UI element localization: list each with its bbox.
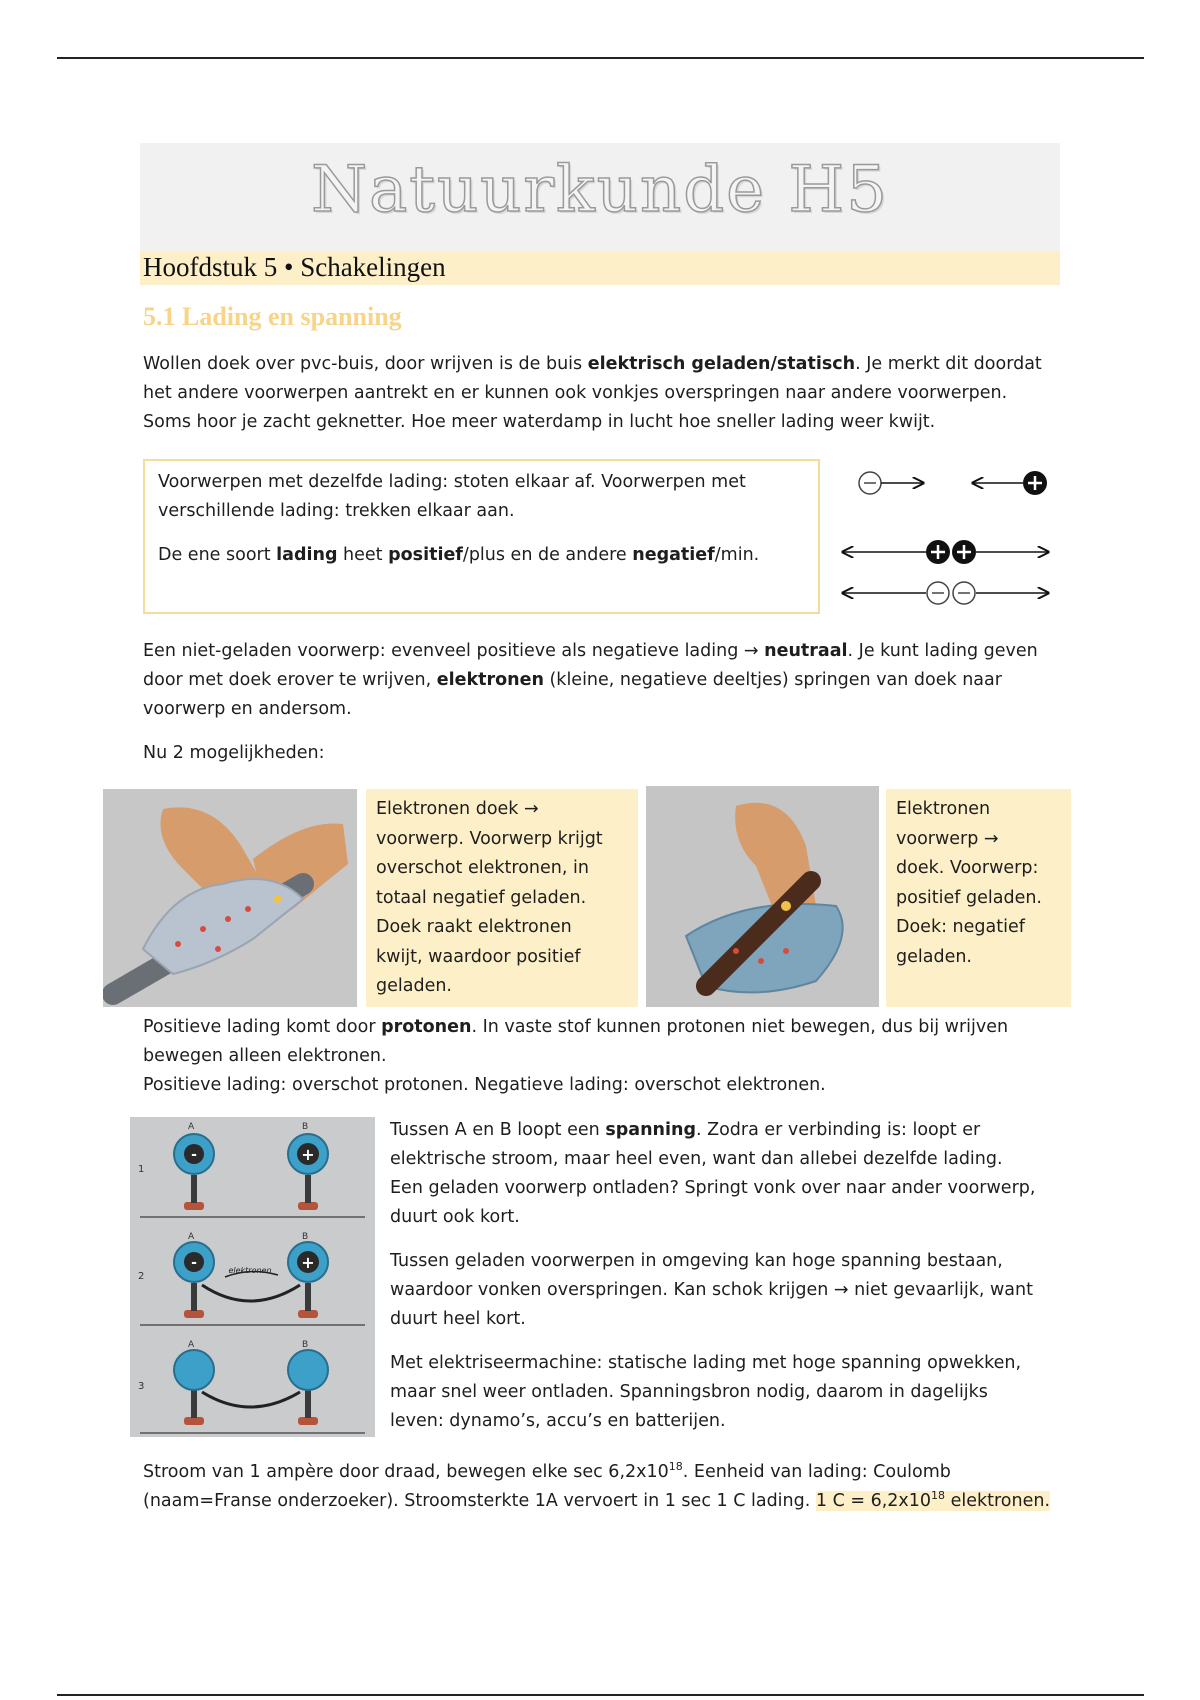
bold-text: negatief: [632, 545, 715, 565]
charges-diagram: [838, 460, 1058, 620]
caption-right: [886, 789, 1071, 1007]
sphere-b: [288, 1350, 328, 1390]
text-line: maar snel weer ontladen. Spanningsbron nodig, daarom in dagelijks: [390, 1382, 988, 1402]
bold-text: protonen: [381, 1017, 472, 1037]
label-b: B: [302, 1340, 309, 1350]
caption-left: [366, 789, 638, 1007]
text: De ene soort: [158, 545, 277, 565]
text: elektronen.: [945, 1491, 1051, 1511]
voltage-text: [390, 1116, 1035, 1436]
row-number: 3: [138, 1381, 145, 1392]
bold-text: spanning: [605, 1120, 696, 1140]
bold-text: positief: [388, 545, 463, 565]
text: door met doek erover te wrijven,: [143, 670, 437, 690]
text: Tussen A en B loopt een: [390, 1120, 606, 1140]
text: Positieve lading komt door: [143, 1017, 382, 1037]
text: /min.: [714, 545, 760, 565]
text: heet: [337, 545, 389, 565]
label-a: A: [188, 1232, 195, 1242]
bottom-rule: [57, 1694, 1144, 1696]
text: . In vaste stof kunnen protonen niet bewegen, dus bij wrijven: [471, 1017, 1009, 1037]
current-paragraph: [143, 1458, 1050, 1516]
caption-line: Doek raakt elektronen: [376, 917, 572, 937]
text: . Zodra er verbinding is: loopt er: [695, 1120, 981, 1140]
caption-line: Elektronen doek →: [376, 799, 539, 819]
caption-line: overschot elektronen, in: [376, 858, 589, 878]
highlighted-formula: [816, 1491, 1050, 1511]
chapter-heading: Hoofdstuk 5 • Schakelingen: [143, 252, 446, 282]
intro-paragraph: [143, 350, 1042, 437]
chapter-band: [140, 251, 1060, 285]
row-number: 1: [138, 1164, 145, 1175]
text: . Eenheid van lading: Coulomb: [682, 1462, 951, 1482]
row-number: 2: [138, 1271, 145, 1282]
bold-text: elektrisch geladen/statisch: [587, 354, 856, 374]
document-title: Natuurkunde H5: [311, 153, 889, 227]
charge-rules-box: [143, 459, 820, 614]
caption-line: geladen.: [376, 976, 452, 996]
caption-line: geladen.: [896, 946, 972, 967]
caption-line: totaal negatief geladen.: [376, 887, 587, 908]
box-text: [158, 468, 759, 570]
caption-line: positief geladen.: [896, 887, 1042, 908]
text-line: duurt heel kort.: [390, 1309, 526, 1329]
text-line: Tussen geladen voorwerpen in omgeving kan hoge spanning bestaan,: [390, 1251, 1003, 1271]
bold-text: lading: [276, 545, 338, 565]
label-a: A: [188, 1340, 195, 1350]
text-line: Een geladen voorwerp ontladen? Springt vonk over naar ander voorwerp,: [390, 1178, 1036, 1198]
caption-line: Doek: negatief: [896, 917, 1025, 937]
row-repel-negative: [843, 582, 1048, 604]
text: Stroom van 1 ampère door draad, bewegen elke sec 6,2x10: [143, 1462, 669, 1482]
text: . Je kunt lading geven: [847, 641, 1038, 661]
text-line: leven: dynamo’s, accu’s en batterijen.: [390, 1411, 726, 1431]
text: . Je merkt dit doordat: [855, 354, 1042, 374]
plus-sign: +: [301, 1253, 315, 1272]
text-line: Nu 2 mogelijkheden:: [143, 743, 325, 763]
caption-line: voorwerp →: [896, 828, 999, 849]
sphere-a: [174, 1350, 214, 1390]
text: (naam=Franse onderzoeker). Stroomsterkte 1A vervoert in 1 sec 1 C lading.: [143, 1491, 816, 1511]
text: (kleine, negatieve deeltjes) springen van doek naar: [543, 670, 1002, 690]
caption-line: voorwerp. Voorwerp krijgt: [376, 828, 603, 849]
text-line: elektrische stroom, maar heel even, want dan allebei dezelfde lading.: [390, 1149, 1003, 1169]
top-rule: [57, 57, 1144, 59]
superscript: 18: [668, 1460, 683, 1474]
text-line: duurt ook kort.: [390, 1207, 520, 1227]
text-line: waardoor vonken overspringen. Kan schok krijgen → niet gevaarlijk, want: [390, 1280, 1033, 1300]
text-line: verschillende lading: trekken elkaar aan.: [158, 501, 515, 521]
label-a: A: [188, 1122, 195, 1132]
text: /plus en de andere: [462, 545, 633, 565]
text: 1 C = 6,2x10: [815, 1491, 932, 1511]
label-b: B: [302, 1232, 309, 1242]
minus-sign: -: [191, 1147, 197, 1163]
text-line: voorwerp en andersom.: [143, 699, 352, 719]
minus-sign: -: [191, 1255, 197, 1271]
caption-line: doek. Voorwerp:: [896, 858, 1039, 878]
caption-line: Elektronen: [896, 799, 991, 819]
caption-line: kwijt, waardoor positief: [376, 946, 581, 967]
text: Een niet-geladen voorwerp: evenveel positieve als negatieve lading →: [143, 641, 765, 661]
text-line: het andere voorwerpen aantrekt en er kunnen ook vonkjes overspringen naar andere voorwerpen.: [143, 383, 1008, 403]
text-line: Soms hoor je zacht geknetter. Hoe meer waterdamp in lucht hoe sneller lading weer kwijt.: [143, 412, 936, 432]
charged-spheres-figure: [130, 1117, 375, 1437]
section-heading: 5.1 Lading en spanning: [143, 302, 402, 331]
text-line: Voorwerpen met dezelfde lading: stoten elkaar af. Voorwerpen met: [158, 472, 746, 492]
text: Wollen doek over pvc-buis, door wrijven is de buis: [143, 354, 588, 374]
text-line: Met elektriseermachine: statische lading met hoge spanning opwekken,: [390, 1353, 1022, 1373]
bold-text: neutraal: [764, 641, 848, 661]
plus-sign: +: [301, 1145, 315, 1164]
row-repel-positive: [843, 540, 1048, 564]
rubbing-photo-left: [103, 789, 357, 1007]
superscript: 18: [931, 1489, 946, 1503]
row-attract: [859, 471, 1047, 495]
arrow-label: elektronen: [228, 1266, 272, 1275]
neutral-paragraph: [143, 637, 1038, 768]
text-line: bewegen alleen elektronen.: [143, 1046, 387, 1066]
rubbing-photo-right: [646, 786, 879, 1007]
bold-text: elektronen: [436, 670, 544, 690]
protons-paragraph: [143, 1013, 1008, 1100]
title-band: [140, 143, 1060, 251]
label-b: B: [302, 1122, 309, 1132]
text-line: Positieve lading: overschot protonen. Negatieve lading: overschot elektronen.: [143, 1075, 826, 1095]
